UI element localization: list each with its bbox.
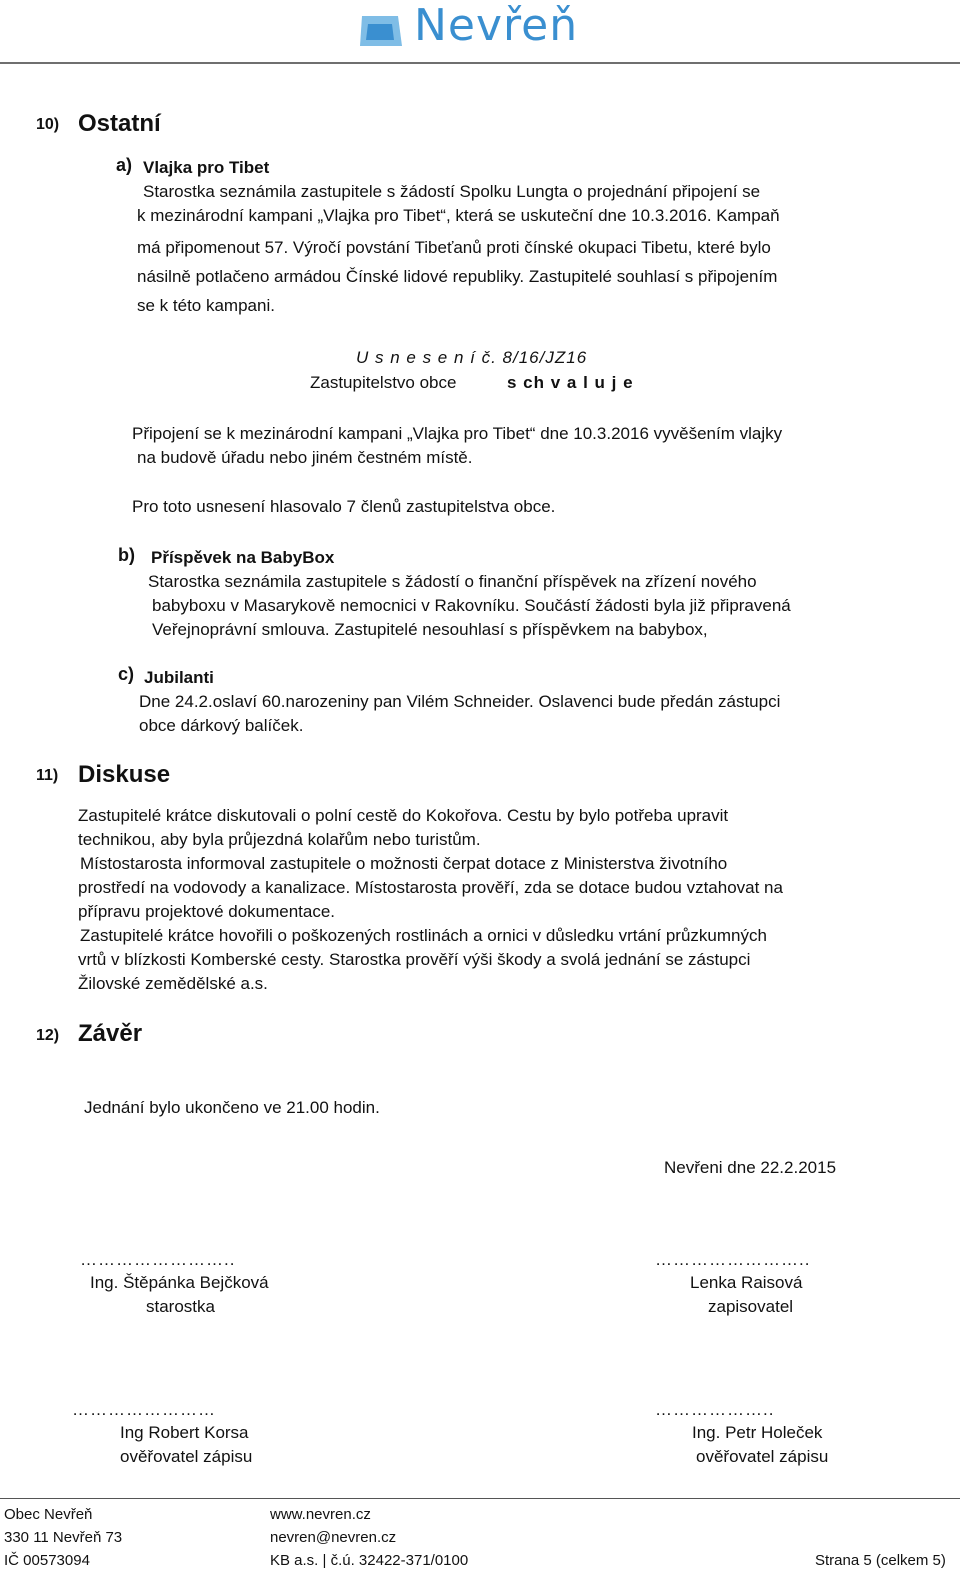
paragraph-line: Místostarosta informoval zastupitele o možnosti čerpat dotace z Ministerstva životního: [80, 854, 728, 873]
vote-text: Pro toto usnesení hlasovalo 7 členů zastupitelstva obce.: [132, 497, 556, 516]
signatory-name: Ing. Štěpánka Bejčková: [90, 1273, 269, 1292]
section-number: 10): [36, 116, 60, 133]
signatory-name: Ing. Petr Holeček: [692, 1423, 823, 1442]
signature-line: ……………………..: [80, 1250, 236, 1269]
paragraph-line: Starostka seznámila zastupitele s žádostí Spolku Lungta o projednání připojení se: [143, 182, 761, 201]
subsection-title: Vlajka pro Tibet: [143, 158, 270, 177]
paragraph-line: k mezinárodní kampani „Vlajka pro Tibet“, která se uskuteční dne 10.3.2016. Kampaň: [137, 206, 780, 225]
resolution-text-line: na budově úřadu nebo jiném čestném místě.: [137, 448, 473, 467]
signature-line: ………………..: [655, 1400, 775, 1419]
signature-line: ……………………: [72, 1400, 216, 1419]
subsection-title: Jubilanti: [144, 668, 214, 687]
logo-mark-icon: [358, 10, 404, 50]
signatory-name: Lenka Raisová: [690, 1273, 803, 1292]
subsection-letter: b): [118, 545, 135, 565]
paragraph-line: Dne 24.2.oslaví 60.narozeniny pan Vilém Schneider. Oslavenci bude předán zástupci: [139, 692, 781, 711]
paragraph-line: obce dárkový balíček.: [139, 716, 304, 735]
paragraph-line: Zastupitelé krátce hovořili o poškozených rostlinách a ornici v důsledku vrtání průzkumných: [80, 926, 767, 945]
paragraph-line: Veřejnoprávní smlouva. Zastupitelé nesouhlasí s příspěvkem na babybox,: [152, 620, 708, 639]
signature-line: ……………………..: [655, 1250, 811, 1269]
resolution-body-prefix: Zastupitelstvo obce: [310, 373, 457, 392]
signatory-role: ověřovatel zápisu: [696, 1447, 829, 1466]
paragraph-line: má připomenout 57. Výročí povstání Tibeťanů proti čínské okupaci Tibetu, které bylo: [137, 238, 771, 257]
logo-wordmark: Nevřeň: [414, 0, 579, 51]
footer-page-number: Strana 5 (celkem 5): [815, 1552, 946, 1569]
paragraph-line: prostředí na vodovody a kanalizace. Místostarosta prověří, zda se dotace budou vztahovat na: [78, 878, 783, 897]
paragraph-line: babyboxu v Masarykově nemocnici v Rakovníku. Součástí žádosti byla již připravená: [152, 596, 791, 615]
footer-bank-account: KB a.s. | č.ú. 32422-371/0100: [270, 1552, 469, 1569]
signatory-role: starostka: [146, 1297, 215, 1316]
footer-website-link[interactable]: www.nevren.cz: [270, 1506, 371, 1523]
resolution-heading: U s n e s e n í č. 8/16/JZ16: [356, 348, 588, 367]
section-number: 12): [36, 1027, 60, 1044]
section-number: 11): [36, 767, 59, 784]
resolution-text-line: Připojení se k mezinárodní kampani „Vlajka pro Tibet“ dne 10.3.2016 vyvěšením vlajky: [132, 424, 783, 443]
nevren-logo: [358, 2, 598, 54]
paragraph-line: Zastupitelé krátce diskutovali o polní cestě do Kokořova. Cestu by bylo potřeba upravit: [78, 806, 729, 825]
section-title: Diskuse: [78, 761, 171, 788]
paragraph-line: vrtů v blízkosti Komberské cesty. Starostka prověří výši škody a svolá jednání se zástupci: [78, 950, 751, 969]
subsection-title: Příspěvek na BabyBox: [151, 548, 335, 567]
footer-email-link[interactable]: nevren@nevren.cz: [270, 1529, 397, 1546]
section-title: Ostatní: [78, 110, 161, 137]
paragraph-line: Starostka seznámila zastupitele s žádostí o finanční příspěvek na zřízení nového: [148, 572, 757, 591]
signatory-role: zapisovatel: [708, 1297, 794, 1316]
resolution-verb: s ch v a l u j e: [507, 373, 634, 392]
paragraph-line: technikou, aby byla průjezdná kolařům nebo turistům.: [78, 830, 481, 849]
place-date: Nevřeni dne 22.2.2015: [664, 1158, 837, 1177]
paragraph-line: přípravu projektové dokumentace.: [78, 902, 336, 921]
signatory-name: Ing Robert Korsa: [120, 1423, 249, 1442]
footer-org-name: Obec Nevřeň: [4, 1506, 93, 1523]
paragraph-line: násilně potlačeno armádou Čínské lidové republiky. Zastupitelé souhlasí s připojením: [137, 267, 778, 286]
section-title: Závěr: [78, 1020, 143, 1047]
closing-text: Jednání bylo ukončeno ve 21.00 hodin.: [84, 1098, 380, 1117]
signatory-role: ověřovatel zápisu: [120, 1447, 253, 1466]
footer-ico: IČ 00573094: [4, 1552, 90, 1569]
paragraph-line: se k této kampani.: [137, 296, 275, 315]
subsection-letter: a): [116, 155, 133, 175]
header-divider: [0, 62, 960, 64]
subsection-letter: c): [118, 664, 135, 684]
paragraph-line: Žilovské zemědělské a.s.: [78, 974, 268, 993]
footer-address: 330 11 Nevřeň 73: [4, 1529, 123, 1546]
footer-divider: [0, 1498, 960, 1499]
